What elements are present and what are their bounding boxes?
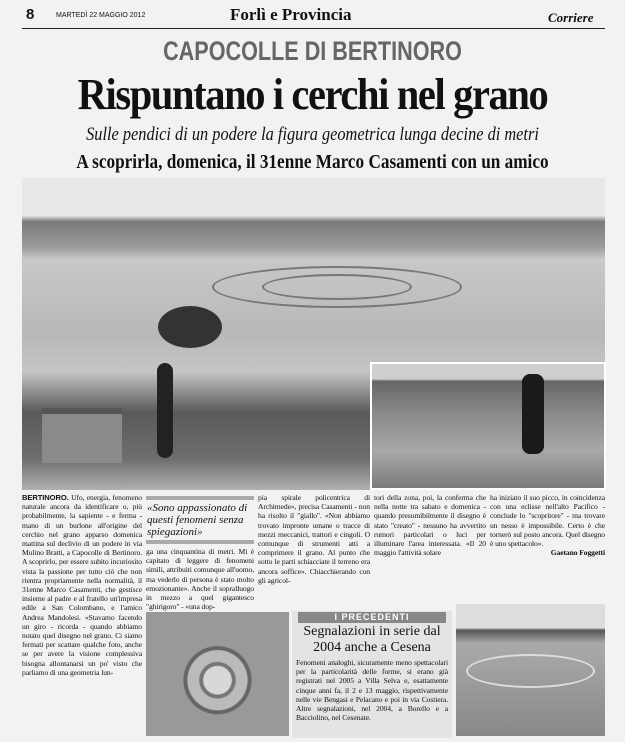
article-column-5 [490,493,605,557]
sidebar-title: Segnalazioni in serie dal 2004 anche a Cesena [303,624,441,655]
article-subtitle-2: A scoprirla, domenica, il 31enne Marco Casamenti con un amico [76,151,549,173]
photo-flower-crop-circle [146,612,289,736]
farmhouse [42,408,122,463]
column-text: pia spirale policentrica di Archimede», precisa Casamenti - non ha risolto il "giallo". «Non abbiamo trovato impronte umane o tracce di mezzi meccanici, trattori e cingoli. O comunque di strumenti atti a comprimere il grano. Al punto che sotto le parti schiacciate il terreno era ancora soffice». Chiacchierando con gli agricol- [258,493,370,585]
pull-quote: «Sono appassionato di questi fenomeni senza spiegazioni» [146,496,254,544]
cypress-tree [157,363,173,458]
column-text: ga una cinquantina di metri. Mi è capitato di leggere di fenomeni simili, attribuiti comunque all'uomo, ma vederlo di persona è stato molto emozionante». Anche il sopralluogo in mezzo a quel gigantesco "ghirigoro" - «una dop- [146,547,254,612]
issue-date: MARTEDÌ 22 MAGGIO 2012 [56,12,146,19]
article-column-4 [374,493,486,557]
article-kicker: CAPOCOLLE DI BERTINORO [163,36,462,66]
header-divider [22,28,605,29]
page-number: 8 [26,6,35,23]
crop-circle-inner [262,274,412,300]
article-subtitle: Sulle pendici di un podere la figura geometrica lunga decine di metri [86,124,539,145]
article-column-1 [22,493,142,677]
newspaper-logo: Corriere [548,10,594,25]
photo-cesena-crop-circle [456,604,605,736]
sidebar-tag: I PRECEDENTI [298,612,446,623]
sidebar-body: Fenomeni analoghi, sicuramente meno spettacolari per la particolarità delle forme, si erano già registrati nel 2005 a Villa Selva e, esattamente cinque anni fa, il 2 e 13 maggio, rispettivamente nelle vie Bengasi e Pelacano e poi in via Costiera. Altre segnalazioni, nel 2004, a Borello e a Bacciolino, nel Cesenate. [296,658,448,723]
article-headline: Rispuntano i cerchi nel grano [77,70,548,119]
article-column-2 [146,493,254,611]
dateline: BERTINORO. [22,493,69,502]
inset-photo-man-in-field [370,362,606,490]
crop-circle-shape [466,654,595,688]
column-text: ha iniziato il suo picco, in coincidenza con una eclisse nell'alto Pacifico - conclude lo "scopritore" - ma trovare un nesso è impossibile. Certo è che tornerò sul posto ancora. Quel disegno è uno spettacolo». [490,493,605,549]
column-text: tori della zona, poi, la conferma che nella notte tra sabato e domenica - quando presumibilmente il disegno è stato "creato" - nessuno ha avvertito rumori particolari o luci per illuminare l'area interessata. «Il 20 maggio l'attività solare [374,493,486,558]
author-byline: Gaetano Foggetti [550,548,605,558]
article-column-3 [258,493,370,585]
section-title: Forlì e Provincia [230,5,352,24]
column-text: Ufo, energia, fenomeno naturale ancora da identificare o, più probabilmente, la sapiente - e ferma - mano di un burlone all'origine del cerchio nel grano apparso domenica mattina sul declivio di un podere in via Mulino Bratti, a Capocolle di Bertinoro. A scoprirlo, per essere subito incuriosito vista la passione per tutto ciò che non rientra propriamente nella normalità, il 31enne Marco Casamenti, che gestisce insieme al padre e al fratello un'impresa edile a San Colombano, e l'amico Andrea Mandolesi. «Stavamo facendo un giro - ricorda - quando abbiamo notato quel disegno nel grano. Ci siamo fermati per scattare qualche foto, anche se per avere la visione complessiva bisogna allontanarsi un po' visto che parliamo di una geometria lun- [22,493,142,677]
bush [158,306,222,348]
person-figure [522,374,544,454]
